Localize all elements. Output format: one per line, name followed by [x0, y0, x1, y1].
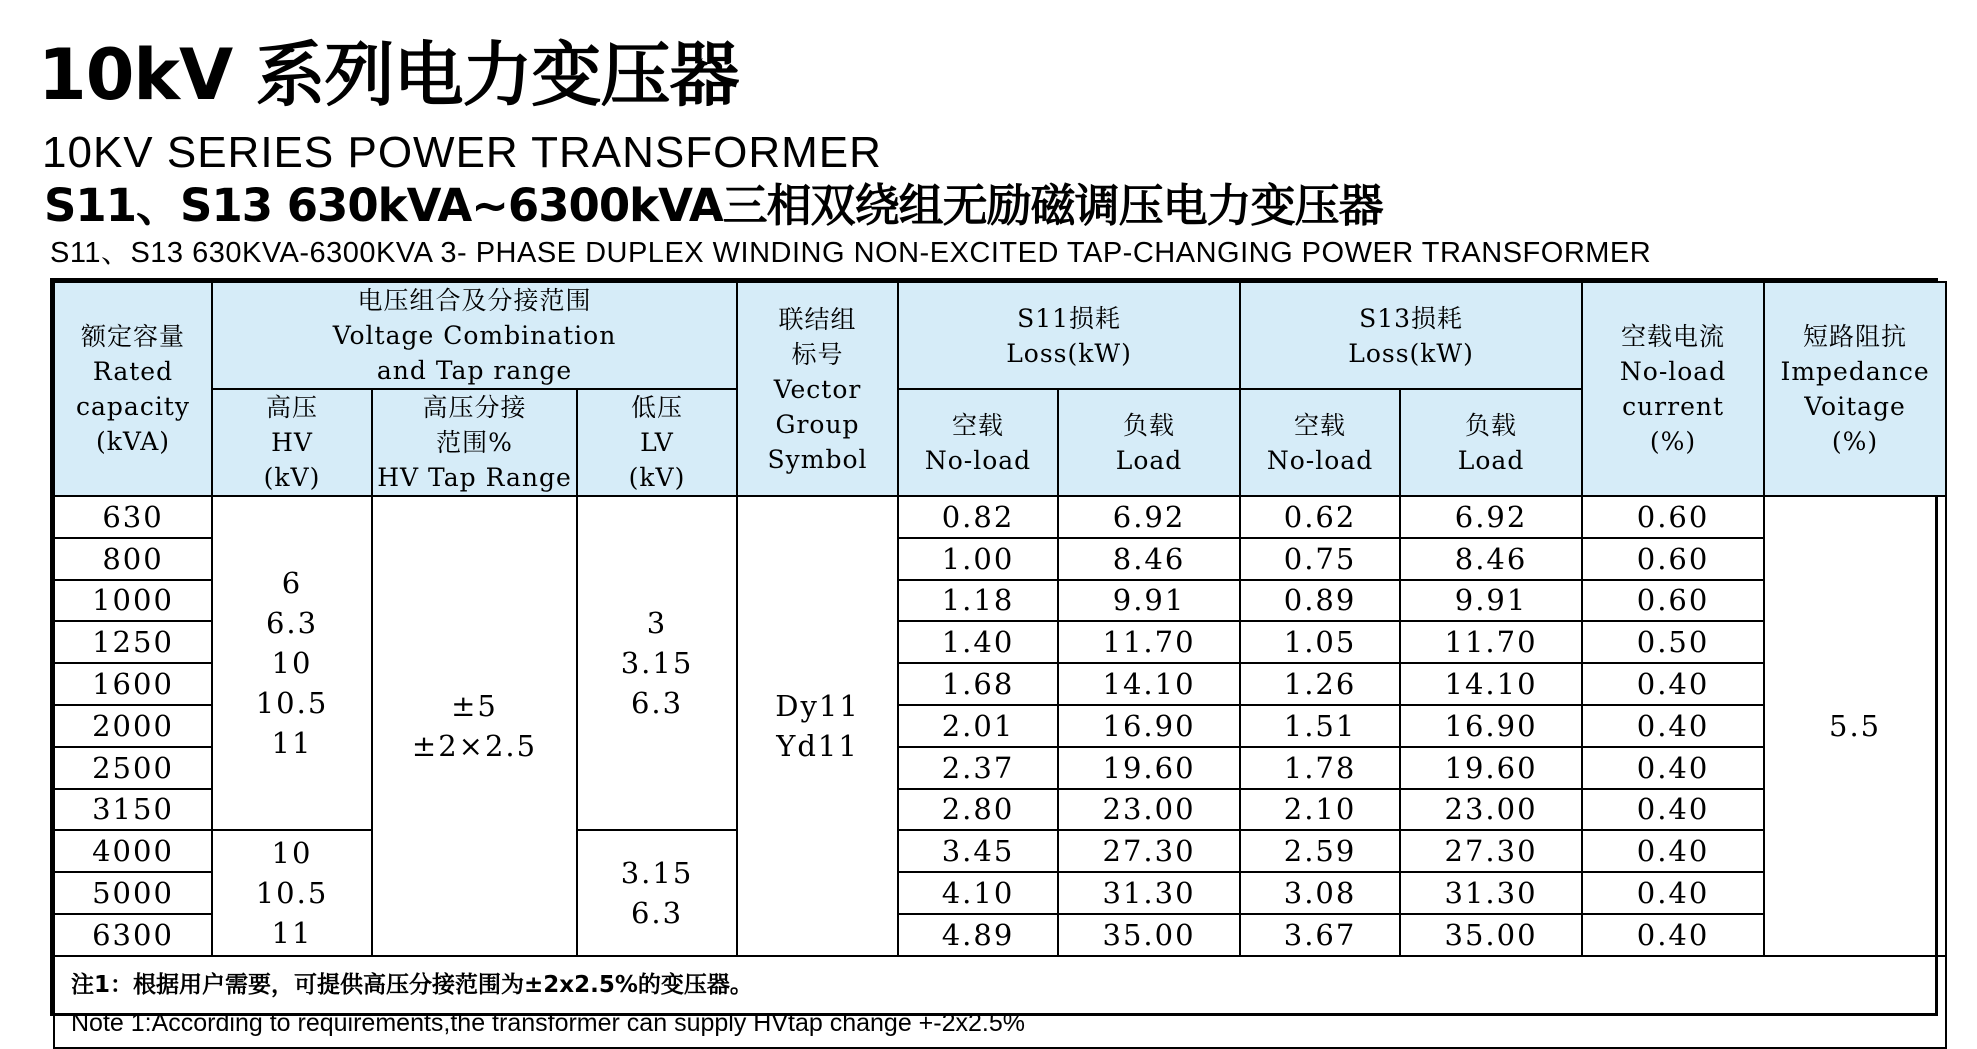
noload-current-cell: 0.40	[1582, 789, 1764, 831]
table-row	[54, 830, 1946, 872]
s11-noload-cell: 2.37	[898, 747, 1058, 789]
s11-noload-cell: 2.80	[898, 789, 1058, 831]
noload-current-cell: 0.40	[1582, 663, 1764, 705]
capacity-cell: 630	[54, 496, 212, 538]
header-s11-noload: 空载 No-load	[898, 389, 1058, 496]
s11-noload-cell: 1.68	[898, 663, 1058, 705]
capacity-cell: 4000	[54, 830, 212, 872]
table-row	[54, 496, 1946, 538]
note-en: Note 1:According to requirements,the transformer can supply HVtap change +-2x2.5%	[71, 1008, 1025, 1037]
s13-noload-cell: 0.89	[1240, 580, 1400, 622]
s13-load-cell: 35.00	[1400, 914, 1582, 956]
capacity-cell: 5000	[54, 872, 212, 914]
s11-noload-cell: 1.00	[898, 538, 1058, 580]
s13-noload-cell: 1.05	[1240, 621, 1400, 663]
title-cn: 10kV 系列电力变压器	[38, 34, 739, 116]
noload-current-cell: 0.40	[1582, 830, 1764, 872]
capacity-cell: 2000	[54, 705, 212, 747]
s11-load-cell: 27.30	[1058, 830, 1240, 872]
s11-noload-cell: 4.89	[898, 914, 1058, 956]
header-vector-group: 联结组 标号 Vector Group Symbol	[737, 282, 898, 496]
header-capacity: 额定容量 Rated capacity (kVA)	[54, 282, 212, 496]
lv-group-1: 3 3.15 6.3	[577, 496, 737, 830]
noload-current-cell: 0.60	[1582, 538, 1764, 580]
s13-load-cell: 9.91	[1400, 580, 1582, 622]
s11-noload-cell: 1.40	[898, 621, 1058, 663]
capacity-cell: 3150	[54, 789, 212, 831]
s13-noload-cell: 0.62	[1240, 496, 1400, 538]
impedance-value: 5.5	[1764, 496, 1946, 956]
lv-group-2: 3.15 6.3	[577, 830, 737, 955]
s13-noload-cell: 3.67	[1240, 914, 1400, 956]
noload-current-cell: 0.50	[1582, 621, 1764, 663]
capacity-cell: 1600	[54, 663, 212, 705]
s11-load-cell: 8.46	[1058, 538, 1240, 580]
s13-load-cell: 16.90	[1400, 705, 1582, 747]
vector-group: Dy11 Yd11	[737, 496, 898, 956]
capacity-cell: 800	[54, 538, 212, 580]
s13-noload-cell: 1.26	[1240, 663, 1400, 705]
s11-load-cell: 23.00	[1058, 789, 1240, 831]
header-hv: 高压 HV (kV)	[212, 389, 372, 496]
capacity-cell: 2500	[54, 747, 212, 789]
capacity-cell: 6300	[54, 914, 212, 956]
s11-load-cell: 11.70	[1058, 621, 1240, 663]
s13-load-cell: 27.30	[1400, 830, 1582, 872]
s11-noload-cell: 4.10	[898, 872, 1058, 914]
spec-table-container	[50, 278, 1938, 1037]
note-cn: 注1：根据用户需要，可提供高压分接范围为±2x2.5%的变压器。	[71, 971, 753, 998]
s13-load-cell: 6.92	[1400, 496, 1582, 538]
hv-tap-range: ±5 ±2×2.5	[372, 496, 577, 956]
s11-load-cell: 9.91	[1058, 580, 1240, 622]
s11-load-cell: 14.10	[1058, 663, 1240, 705]
s13-noload-cell: 1.78	[1240, 747, 1400, 789]
s13-noload-cell: 1.51	[1240, 705, 1400, 747]
s13-load-cell: 14.10	[1400, 663, 1582, 705]
header-s13-loss: S13损耗 Loss(kW)	[1240, 282, 1582, 389]
s11-noload-cell: 2.01	[898, 705, 1058, 747]
hv-group-1: 6 6.3 10 10.5 11	[212, 496, 372, 830]
s13-load-cell: 11.70	[1400, 621, 1582, 663]
s11-noload-cell: 1.18	[898, 580, 1058, 622]
s11-load-cell: 16.90	[1058, 705, 1240, 747]
s11-load-cell: 6.92	[1058, 496, 1240, 538]
subtitle-en: S11、S13 630KVA-6300KVA 3- PHASE DUPLEX WINDING NON-EXCITED TAP-CHANGING POWER TRANSFORMER	[50, 237, 1652, 269]
noload-current-cell: 0.60	[1582, 496, 1764, 538]
s13-load-cell: 31.30	[1400, 872, 1582, 914]
noload-current-cell: 0.40	[1582, 747, 1764, 789]
header-impedance: 短路阻抗 Impedance Voitage (%)	[1764, 282, 1946, 496]
header-hv-tap: 高压分接 范围% HV Tap Range	[372, 389, 577, 496]
header-noload-current: 空载电流 No-load current (%)	[1582, 282, 1764, 496]
header-s11-loss: S11损耗 Loss(kW)	[898, 282, 1240, 389]
header-s13-load: 负载 Load	[1400, 389, 1582, 496]
s13-load-cell: 19.60	[1400, 747, 1582, 789]
noload-current-cell: 0.40	[1582, 914, 1764, 956]
s11-noload-cell: 0.82	[898, 496, 1058, 538]
capacity-cell: 1250	[54, 621, 212, 663]
s11-noload-cell: 3.45	[898, 830, 1058, 872]
capacity-cell: 1000	[54, 580, 212, 622]
title-en: 10KV SERIES POWER TRANSFORMER	[42, 128, 882, 177]
s13-noload-cell: 3.08	[1240, 872, 1400, 914]
header-s11-load: 负载 Load	[1058, 389, 1240, 496]
s11-load-cell: 31.30	[1058, 872, 1240, 914]
noload-current-cell: 0.60	[1582, 580, 1764, 622]
s11-load-cell: 19.60	[1058, 747, 1240, 789]
s13-noload-cell: 0.75	[1240, 538, 1400, 580]
s13-noload-cell: 2.10	[1240, 789, 1400, 831]
table-note	[54, 956, 1946, 1048]
noload-current-cell: 0.40	[1582, 872, 1764, 914]
hv-group-2: 10 10.5 11	[212, 830, 372, 955]
header-lv: 低压 LV (kV)	[577, 389, 737, 496]
header-voltage-combination: 电压组合及分接范围 Voltage Combination and Tap range	[212, 282, 737, 389]
s11-load-cell: 35.00	[1058, 914, 1240, 956]
header-s13-noload: 空载 No-load	[1240, 389, 1400, 496]
s13-noload-cell: 2.59	[1240, 830, 1400, 872]
noload-current-cell: 0.40	[1582, 705, 1764, 747]
s13-load-cell: 23.00	[1400, 789, 1582, 831]
subtitle-cn: S11、S13 630kVA~6300kVA三相双绕组无励磁调压电力变压器	[44, 179, 1383, 232]
s13-load-cell: 8.46	[1400, 538, 1582, 580]
spec-table	[53, 281, 1947, 1049]
